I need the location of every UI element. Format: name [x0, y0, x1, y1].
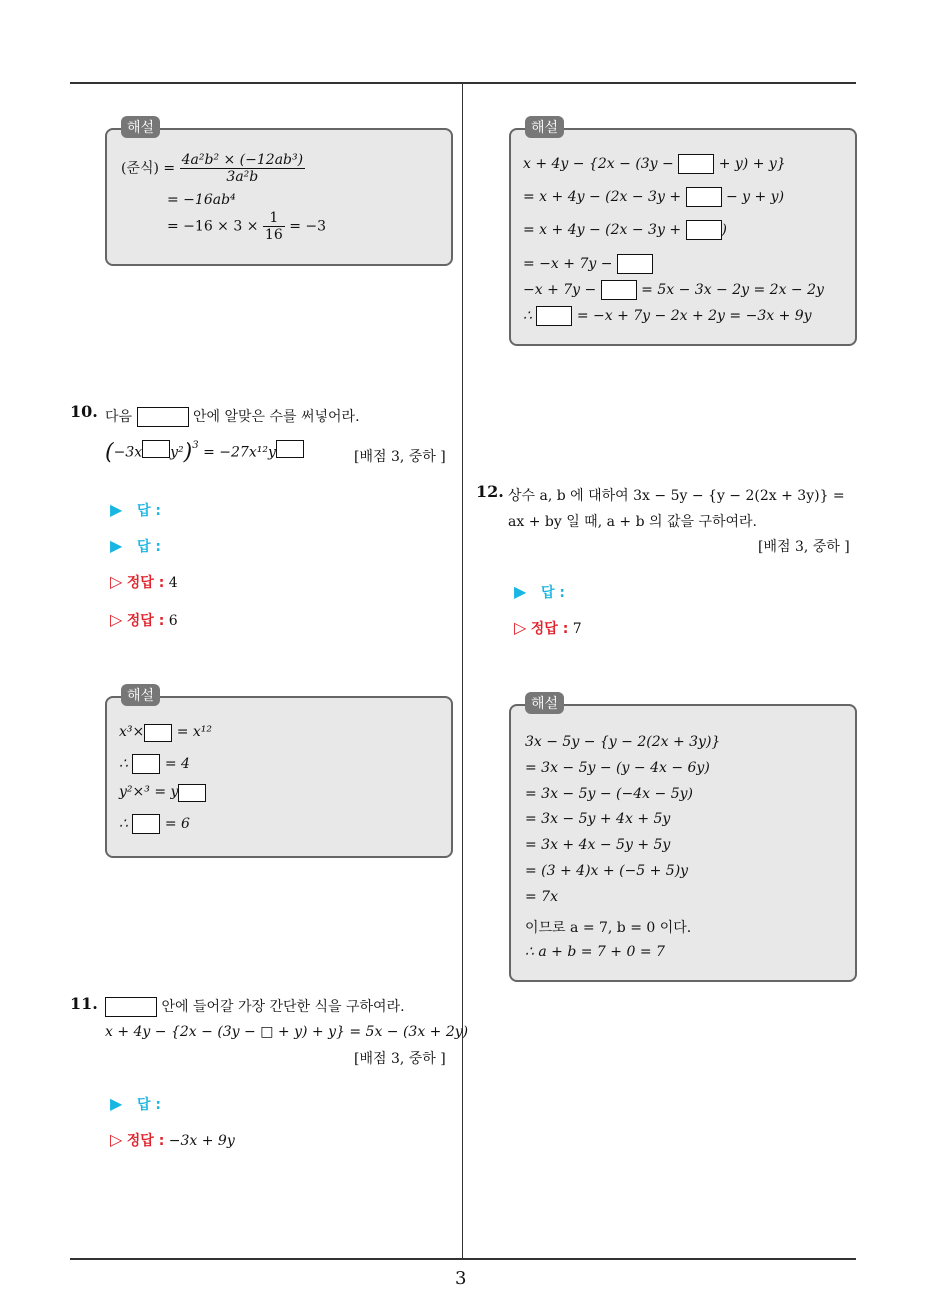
- correct-answer-line: ▷ 정답 : −3x + 9y: [110, 1130, 235, 1149]
- answer-line: ▶ 답 :: [110, 500, 161, 519]
- solution-line: 3x − 5y − {y − 2(2x + 3y)}: [525, 734, 721, 750]
- blank-box: [137, 407, 189, 427]
- solution-line: 이므로 a = 7, b = 0 이다.: [525, 920, 692, 936]
- blank-box: [678, 154, 714, 174]
- solution-box-q9: [105, 120, 453, 266]
- fraction: $\frac{\text{4a²b² × (−12ab³)}}{\text{3a²b}}$: [181, 152, 304, 185]
- answer-line: ▶ 답 :: [110, 536, 161, 555]
- question-equation-11: x + 4y − {2x − (3y − □ + y) + y} = 5x − (3x + 2y): [105, 1024, 469, 1040]
- solution-box-q10: [105, 688, 453, 858]
- solution-line: = x + 4y − (2x − 3y + − y + y): [523, 189, 785, 205]
- fraction: $\frac{1}{16}$: [264, 210, 283, 243]
- top-rule: [70, 82, 856, 84]
- blank-box: [686, 220, 722, 240]
- score-10: [배점 3, 중하 ]: [354, 449, 446, 465]
- solution-line: −x + 7y − = 5x − 3x − 2y = 2x − 2y: [523, 282, 824, 298]
- solution-line: ∴ = 6: [119, 816, 190, 832]
- solution-line: ∴ = −x + 7y − 2x + 2y = −3x + 9y: [523, 308, 812, 324]
- solution-line: = −x + 7y −: [523, 254, 653, 274]
- blank-box: [276, 440, 304, 458]
- blank-box: [601, 280, 637, 300]
- answer-line: ▶ 답 :: [110, 1094, 161, 1113]
- blank-box: [105, 997, 157, 1017]
- solution-line: = −16ab⁴: [167, 192, 236, 208]
- score-12: [배점 3, 중하 ]: [758, 539, 850, 555]
- solution-line: = 3x + 4x − 5y + 5y: [525, 837, 671, 853]
- blank-box: [617, 254, 653, 274]
- solution-line: x³× = x¹²: [119, 724, 213, 740]
- solution-line: (준식) = $\frac{\text{4a²b² × (−12ab³)}}{\text{3a²b}}$: [121, 152, 304, 185]
- question-number-11: 11.: [70, 994, 98, 1013]
- bottom-rule: [70, 1258, 856, 1260]
- blank-box: [536, 306, 572, 326]
- solution-box-q11: [509, 120, 857, 346]
- blank-box: [132, 814, 160, 834]
- correct-answer-line: ▷ 정답 : 7: [514, 618, 582, 637]
- solution-line: y²×³ = y: [119, 784, 206, 802]
- question-text-12: 상수 a, b 에 대하여 3x − 5y − {y − 2(2x + 3y)} =: [508, 488, 845, 504]
- solution-line: ∴ = 4: [119, 756, 190, 772]
- solution-tag: 해설: [525, 116, 564, 138]
- question-text-10: 다음 안에 알맞은 수를 써넣어라.: [105, 409, 360, 425]
- solution-line: = (3 + 4)x + (−5 + 5)y: [525, 863, 689, 879]
- correct-answer-line: ▷ 정답 : 6: [110, 610, 178, 629]
- solution-tag: 해설: [121, 684, 160, 706]
- solution-line: = 3x − 5y − (y − 4x − 6y): [525, 760, 710, 776]
- solution-line: = −16 × 3 × $\frac{1}{16}$ = −3: [167, 210, 327, 243]
- blank-box: [132, 754, 160, 774]
- correct-answer-line: ▷ 정답 : 4: [110, 572, 178, 591]
- blank-box: [142, 440, 170, 458]
- blank-box: [686, 187, 722, 207]
- solution-line: = x + 4y − (2x − 3y + ): [523, 222, 727, 238]
- solution-tag: 해설: [525, 692, 564, 714]
- score-11: [배점 3, 중하 ]: [354, 1051, 446, 1067]
- solution-tag: 해설: [121, 116, 160, 138]
- solution-box-q12: [509, 696, 857, 982]
- question-number-12: 12.: [476, 482, 504, 501]
- question-number-10: 10.: [70, 402, 98, 421]
- blank-box: [144, 724, 172, 742]
- page-number: 3: [455, 1268, 467, 1289]
- answer-line: ▶ 답 :: [514, 582, 565, 601]
- solution-line: x + 4y − {2x − (3y − + y) + y}: [523, 156, 786, 172]
- question-text-12b: ax + by 일 때, a + b 의 값을 구하여라.: [508, 514, 758, 530]
- solution-line: = 7x: [525, 889, 558, 905]
- solution-line: = 3x − 5y − (−4x − 5y): [525, 786, 693, 802]
- solution-line: = 3x − 5y + 4x + 5y: [525, 811, 671, 827]
- question-equation-10: (−3x y²)$^3$ = −27x¹²y: [105, 440, 304, 465]
- solution-line: ∴ a + b = 7 + 0 = 7: [525, 944, 665, 960]
- column-divider: [462, 84, 463, 1258]
- blank-box: [178, 784, 206, 802]
- question-text-11: 안에 들어갈 가장 간단한 식을 구하여라.: [105, 996, 405, 1017]
